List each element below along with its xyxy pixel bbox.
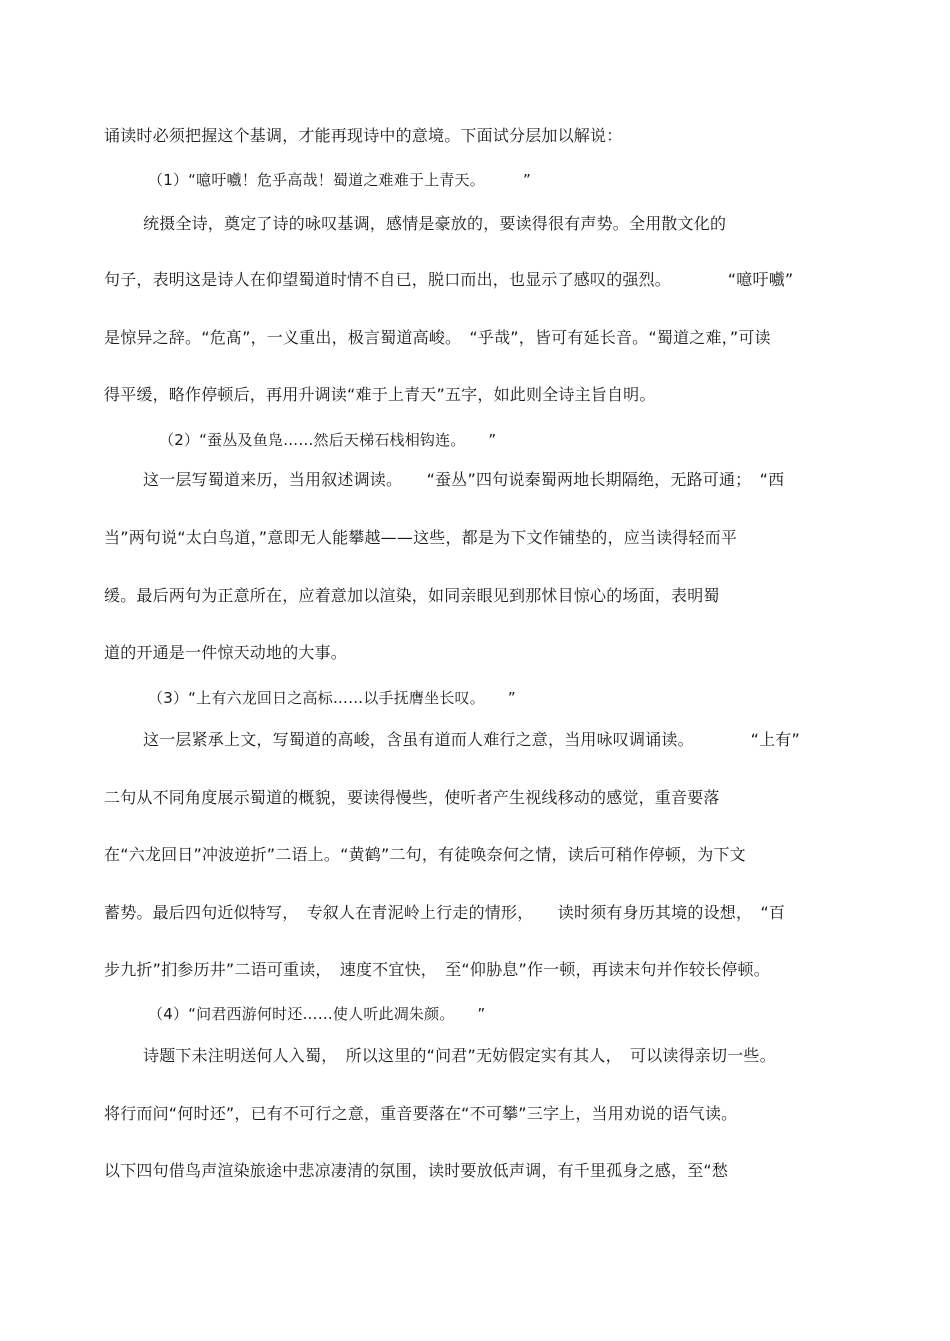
text-line: 道的开通是一件惊天动地的大事。: [104, 643, 348, 662]
section-heading-3: （3）“上有六龙回日之高标……以手抚膺坐长叹。 ”: [148, 689, 516, 707]
text-line: 在“六龙回日”冲波逆折”二语上。“黄鹤”二句，有徒唤奈何之情，读后可稍作停顿，为下文: [104, 845, 746, 864]
text-line: 二句从不同角度展示蜀道的概貌，要读得慢些，使听者产生视线移动的感觉，重音要落: [104, 788, 720, 807]
text-line: 得平缓，略作停顿后，再用升调读“难于上青天”五字，如此则全诗主旨自明。: [104, 385, 656, 404]
text-line: 蓄势。最后四句近似特写， 专叙人在青泥岭上行走的情形， 读时须有身历其境的设想， “百: [104, 903, 786, 922]
text-line: 步九折”扪参历井”二语可重读， 速度不宜快， 至“仰胁息”作一顿，再读末句并作较长停顿。: [104, 960, 770, 979]
text-line: 以下四句借鸟声渲染旅途中悲凉凄清的氛围，读时要放低声调，有千里孤身之感，至“愁: [104, 1161, 729, 1180]
section-heading-4: （4）“问君西游何时还……使人听此凋朱颜。 ”: [148, 1005, 486, 1023]
section-heading-2: （2）“蚕丛及鱼凫……然后天梯石栈相钩连。 ”: [159, 431, 497, 449]
text-line: 诗题下未注明送何人入蜀， 所以这里的“问君”无妨假定实有其人， 可以读得亲切一些。: [143, 1046, 776, 1065]
section-heading-1: （1）“噫吁嚱！危乎高哉！蜀道之难难于上青天。 ”: [148, 171, 531, 189]
text-line: 将行而问“何时还”，已有不可行之意，重音要落在“不可攀”三字上，当用劝说的语气读。: [104, 1104, 738, 1123]
text-line: 是惊异之辞。“危髙”，一义重出，极言蜀道高峻。 “乎哉”，皆可有延长音。“蜀道之难，”可读: [104, 328, 771, 347]
text-line: 统摄全诗，奠定了诗的咏叹基调，感情是豪放的，要读得很有声势。全用散文化的: [143, 214, 727, 233]
text-line: 这一层写蜀道来历，当用叙述调读。 “蚕丛”四句说秦蜀两地长期隔绝，无路可通； “西: [143, 470, 785, 489]
text-line: 当”两句说“太白鸟道，”意即无人能攀越——这些，都是为下文作铺垫的，应当读得轻而平: [104, 528, 738, 547]
text-line: 这一层紧承上文，写蜀道的高峻，含虽有道而人难行之意，当用咏叹调诵读。 “上有”: [143, 730, 800, 749]
text-line: 句子，表明这是诗人在仰望蜀道时情不自已，脱口而出，也显示了感叹的强烈。 “噫吁嚱”: [104, 270, 794, 289]
text-line: 缓。最后两句为正意所在，应着意加以渲染，如同亲眼见到那怵目惊心的场面，表明蜀: [104, 586, 720, 605]
text-line: 诵读时必须把握这个基调，才能再现诗中的意境。下面试分层加以解说：: [104, 126, 623, 145]
